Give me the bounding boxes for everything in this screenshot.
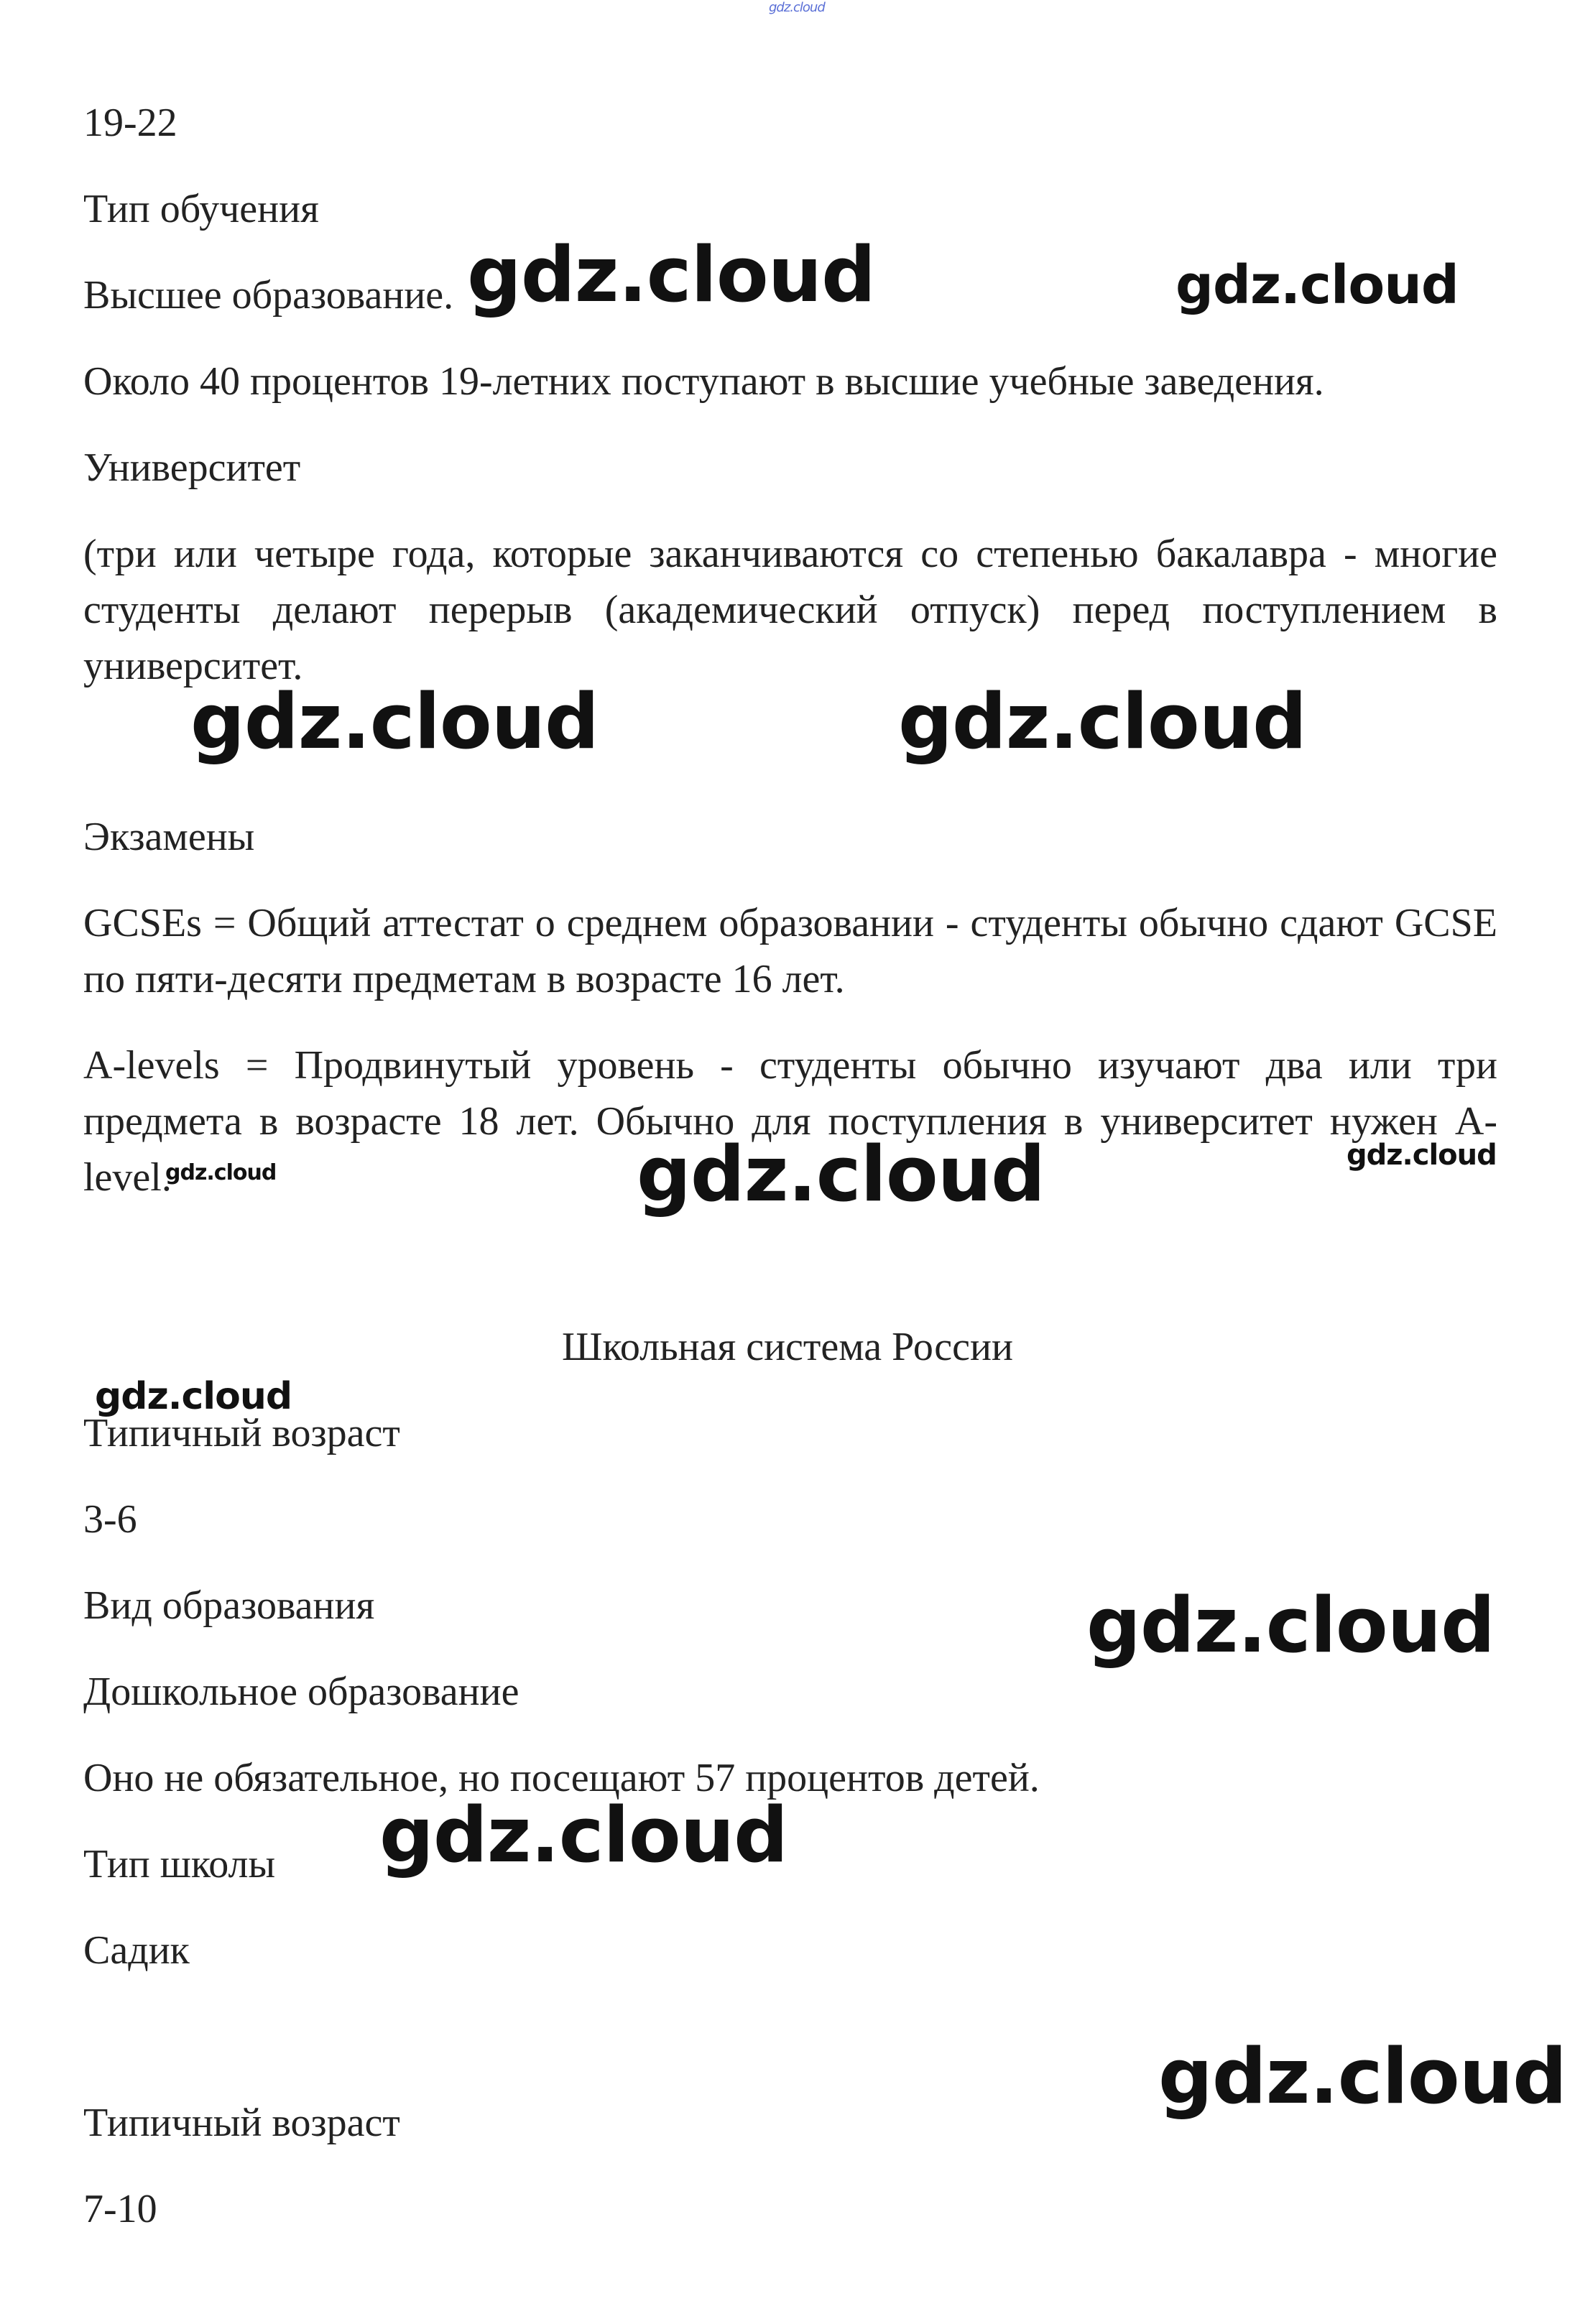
watermark: gdz.cloud xyxy=(165,1160,277,1185)
watermark-top: gdz.cloud xyxy=(769,0,825,15)
alevels-paragraph: A-levels = Продвинутый уровень - студенты обычно изучают два или три предмета в возрасте 18 лет. Обычно для поступления в университет нужен A-level. xyxy=(83,1043,1497,1200)
watermark: gdz.cloud xyxy=(898,677,1307,766)
attendance-statistic: Оно не обязательное, но посещают 57 процентов детей. xyxy=(83,1756,1040,1800)
watermark: gdz.cloud xyxy=(1086,1581,1495,1670)
statistic-40-percent: Около 40 процентов 19-летних поступают в высшие учебные заведения. xyxy=(83,359,1324,404)
watermark: gdz.cloud xyxy=(1176,254,1459,316)
higher-education-label: Высшее образование. xyxy=(83,273,454,318)
watermark: gdz.cloud xyxy=(95,1375,292,1418)
preschool-label: Дошкольное образование xyxy=(83,1670,519,1714)
typical-age-label-2: Типичный возраст xyxy=(83,2101,400,2145)
kindergarten-label: Садик xyxy=(83,1928,190,1973)
age-range-19-22: 19-22 xyxy=(83,101,177,145)
watermark: gdz.cloud xyxy=(379,1791,788,1879)
gcse-paragraph: GCSEs = Общий аттестат о среднем образовании - студенты обычно сдают GCSE по пяти-десяти предметам в возрасте 16 лет. xyxy=(83,901,1497,1001)
school-type-label: Тип школы xyxy=(83,1842,276,1886)
exams-heading: Экзамены xyxy=(83,815,255,859)
education-kind-label: Вид образования xyxy=(83,1583,375,1628)
age-range-3-6: 3-6 xyxy=(83,1497,137,1542)
watermark: gdz.cloud xyxy=(1347,1139,1497,1172)
watermark: gdz.cloud xyxy=(1158,2032,1567,2121)
watermark: gdz.cloud xyxy=(190,677,599,766)
typical-age-label: Типичный возраст xyxy=(83,1411,400,1455)
age-range-7-10: 7-10 xyxy=(83,2187,157,2231)
university-description: (три или четыре года, которые заканчиваются со степенью бакалавра - многие студенты делают перерыв (академический отпуск) перед поступлением в университет. xyxy=(83,532,1497,688)
watermark: gdz.cloud xyxy=(637,1130,1045,1218)
type-label: Тип обучения xyxy=(83,187,319,231)
university-label: Университет xyxy=(83,445,301,490)
russia-school-system-heading: Школьная система России xyxy=(562,1325,1013,1369)
watermark: gdz.cloud xyxy=(467,231,876,319)
